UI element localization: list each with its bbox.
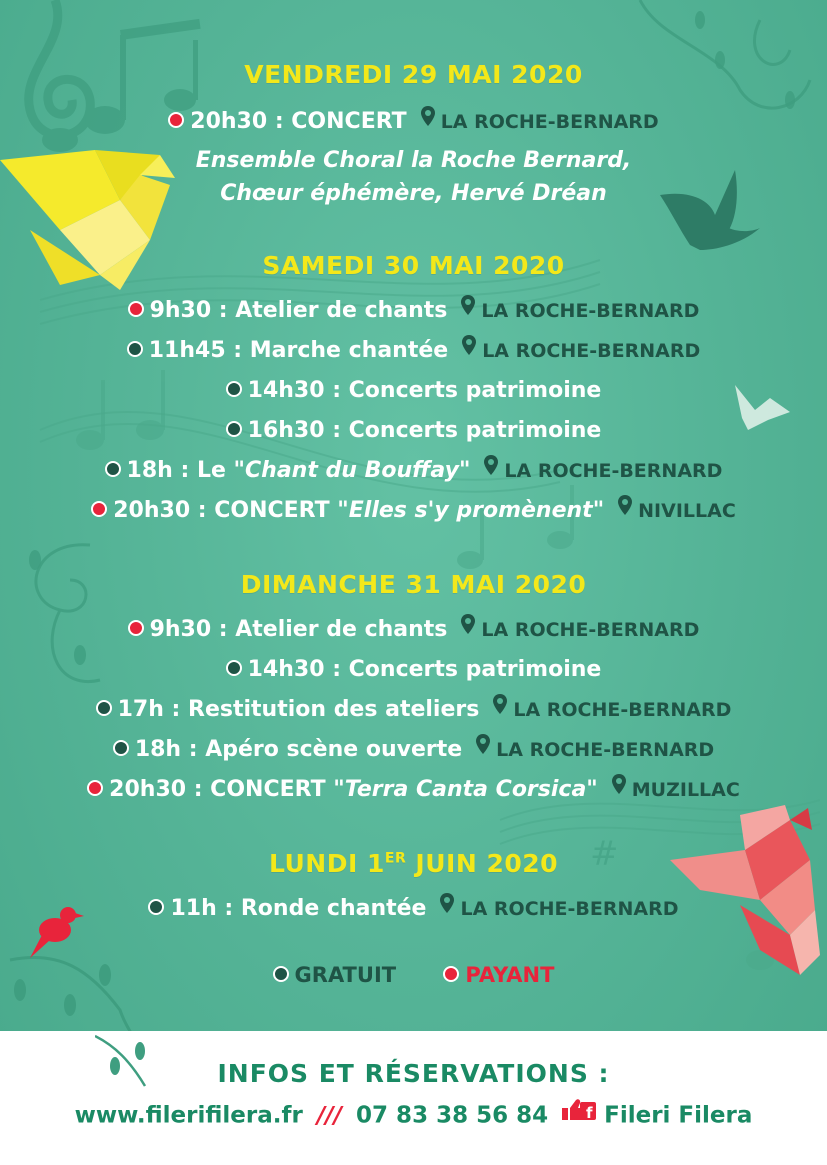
day-title: SAMEDI 30 MAI 2020: [262, 251, 565, 280]
event-line: [0, 498, 827, 524]
event-time: 9h30 : Atelier de chants: [149, 617, 448, 642]
paid-dot: [443, 966, 459, 982]
legend-free: [273, 963, 397, 987]
event-subtitle: "Chant du Bouffay": [233, 458, 471, 483]
event-location: LA ROCHE-BERNARD: [481, 619, 700, 641]
event-location: NIVILLAC: [638, 500, 736, 522]
event-line: [0, 777, 827, 803]
event-time: 11h : Ronde chantée: [170, 896, 427, 921]
legend-paid: [443, 963, 554, 987]
free-dot: [105, 461, 121, 477]
website-link[interactable]: www.filerifilera.fr: [74, 1102, 303, 1129]
footer-title: INFOS ET RÉSERVATIONS :: [217, 1059, 610, 1088]
event-time: 18h : Apéro scène ouverte: [134, 737, 463, 762]
event-line: [0, 298, 827, 324]
day-title-prefix: LUNDI 1: [268, 849, 385, 878]
event-time: 14h30 : Concerts patrimoine: [247, 378, 602, 403]
location-pin-icon: [476, 734, 490, 760]
phone-number[interactable]: 07 83 38 56 84: [356, 1102, 549, 1129]
event-line: [0, 657, 827, 682]
event-location: LA ROCHE-BERNARD: [482, 340, 701, 362]
paid-dot: [91, 501, 107, 517]
event-location: MUZILLAC: [631, 779, 740, 801]
day-title: [0, 849, 827, 878]
price-legend: [0, 963, 827, 987]
facebook-page-link[interactable]: Fileri Filera: [604, 1102, 753, 1129]
day-title-suffix: JUIN 2020: [406, 849, 559, 878]
event-location: LA ROCHE-BERNARD: [513, 699, 732, 721]
location-pin-icon: [461, 614, 475, 640]
event-location: LA ROCHE-BERNARD: [440, 111, 659, 133]
event-time: 18h : Le: [126, 458, 234, 483]
location-pin-icon: [484, 455, 498, 481]
event-location: LA ROCHE-BERNARD: [460, 898, 679, 920]
event-time: 11h45 : Marche chantée: [148, 338, 449, 363]
event-location: LA ROCHE-BERNARD: [504, 460, 723, 482]
event-time: 20h30 : CONCERT: [113, 498, 338, 523]
paid-dot: [128, 301, 144, 317]
event-location: LA ROCHE-BERNARD: [481, 300, 700, 322]
location-pin-icon: [612, 774, 626, 800]
event-time: 16h30 : Concerts patrimoine: [247, 418, 602, 443]
free-dot: [273, 966, 289, 982]
event-time: 20h30 : CONCERT: [190, 109, 407, 134]
event-details-line-1: Ensemble Choral la Roche Bernard,: [195, 148, 632, 173]
location-pin-icon: [421, 106, 435, 132]
event-subtitle: "Terra Canta Corsica": [333, 777, 598, 802]
event-line: [0, 338, 827, 364]
free-dot: [96, 700, 112, 716]
day-title: DIMANCHE 31 MAI 2020: [240, 570, 587, 599]
facebook-like-icon: [562, 1098, 596, 1128]
event-line: [0, 109, 827, 135]
location-pin-icon: [461, 295, 475, 321]
paid-dot: [128, 620, 144, 636]
event-line: [0, 896, 827, 922]
location-pin-icon: [618, 495, 632, 521]
event-line: [0, 617, 827, 643]
event-line: [0, 737, 827, 763]
legend-paid-label: PAYANT: [465, 963, 555, 987]
origami-bird-red: [670, 805, 820, 975]
event-line: [0, 418, 827, 443]
footer-contacts: [0, 1101, 827, 1131]
svg-text:#: #: [590, 834, 619, 874]
event-location: LA ROCHE-BERNARD: [496, 739, 715, 761]
paid-dot: [168, 112, 184, 128]
event-line: [0, 697, 827, 723]
event-time: 14h30 : Concerts patrimoine: [247, 657, 602, 682]
day-title: VENDREDI 29 MAI 2020: [244, 60, 583, 89]
legend-free-label: GRATUIT: [294, 963, 397, 987]
separator: ///: [316, 1102, 343, 1129]
event-details-line-2: Chœur éphémère, Hervé Dréan: [220, 181, 607, 206]
free-dot: [113, 740, 129, 756]
event-subtitle: "Elles s'y promènent": [337, 498, 605, 523]
free-dot: [148, 899, 164, 915]
free-dot: [127, 341, 143, 357]
free-dot: [226, 421, 242, 437]
svg-text:f: f: [586, 1104, 593, 1122]
event-time: 20h30 : CONCERT: [109, 777, 334, 802]
location-pin-icon: [493, 694, 507, 720]
day-title-sup: ER: [384, 850, 407, 867]
location-pin-icon: [462, 335, 476, 361]
event-line: [0, 378, 827, 403]
free-dot: [226, 381, 242, 397]
footer: [0, 1031, 827, 1165]
location-pin-icon: [440, 893, 454, 919]
free-dot: [226, 660, 242, 676]
event-line: [0, 458, 827, 484]
event-time: 17h : Restitution des ateliers: [117, 697, 480, 722]
paid-dot: [87, 780, 103, 796]
event-time: 9h30 : Atelier de chants: [149, 298, 448, 323]
